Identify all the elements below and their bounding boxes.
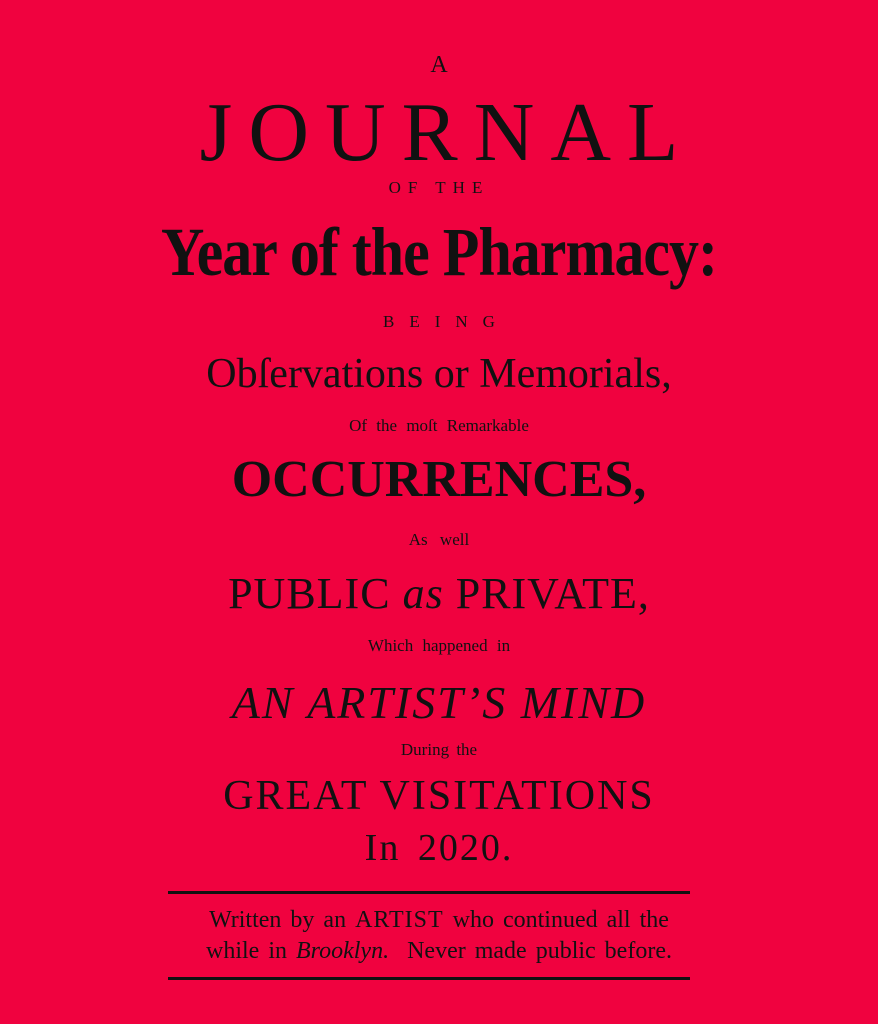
- journal-heading: JOURNAL: [199, 86, 695, 179]
- public-private-line: [0, 568, 878, 619]
- article-a: A: [430, 52, 448, 78]
- artist-word: ARTIST: [355, 907, 444, 933]
- as-word: as: [402, 569, 444, 618]
- public-word: PUBLIC: [228, 569, 391, 618]
- artist-mind-heading: AN ARTIST’S MIND: [231, 677, 647, 728]
- of-the-line: OF THE: [388, 178, 490, 197]
- while-in-text: while in: [206, 938, 287, 964]
- most-remarkable-line: Of the moſt Remarkable: [349, 416, 529, 435]
- place-name: Brooklyn.: [296, 938, 390, 964]
- bottom-divider-rule: [168, 977, 690, 980]
- continued-text: who continued all the: [452, 907, 669, 933]
- footer-line-2: [0, 938, 878, 965]
- private-word: PRIVATE,: [455, 569, 650, 618]
- top-divider-rule: [168, 891, 690, 894]
- written-by-text: Written by an: [209, 907, 347, 933]
- great-visitations-heading: GREAT VISITATIONS: [223, 773, 655, 819]
- footer-line-1: [0, 907, 878, 934]
- year-line: In 2020.: [364, 827, 514, 869]
- which-happened-line: Which happened in: [367, 636, 511, 655]
- as-well-line: As well: [408, 530, 470, 549]
- blackletter-title: Year of the Pharmacy:: [160, 213, 718, 290]
- being-line: BEING: [383, 312, 510, 331]
- never-public-text: Never made public before.: [407, 938, 672, 964]
- occurrences-heading: OCCURRENCES,: [231, 451, 647, 508]
- observations-line: Obſervations or Memorials,: [206, 351, 672, 397]
- during-the-line: During the: [400, 740, 478, 759]
